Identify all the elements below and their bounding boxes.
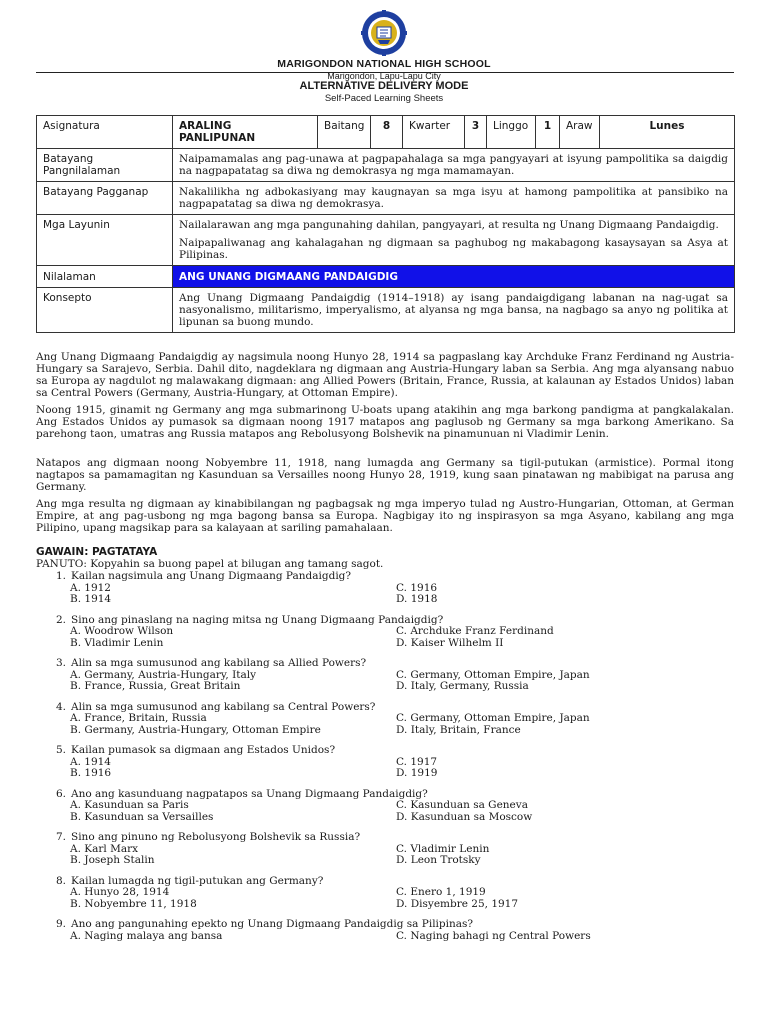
lesson-info-table [36, 115, 735, 333]
choice-c: C. Archduke Franz Ferdinand [396, 625, 554, 637]
araw-value: Lunes [600, 116, 735, 149]
objectives-cell [173, 215, 735, 266]
choice-c: C. 1916 [396, 581, 438, 594]
question-number: 5. [55, 744, 66, 756]
choice-d: D. Kaiser Wilhelm II [396, 636, 504, 649]
question-item [36, 832, 734, 867]
info-row [37, 266, 735, 288]
activity-section [36, 547, 734, 942]
choice-d: D. Disyembre 25, 1917 [396, 897, 519, 910]
choice-b: B. Germany, Austria-Hungary, Ottoman Empire [70, 723, 321, 736]
info-row [37, 149, 735, 182]
choice-b: B. 1914 [70, 593, 112, 605]
row-label: Nilalaman [37, 266, 173, 288]
question-text: Alin sa mga sumusunod ang kabilang sa Allied Powers? [71, 657, 367, 669]
choice-d: D. 1919 [396, 767, 438, 779]
choice-b: B. France, Russia, Great Britain [70, 680, 241, 692]
choice-d: D. Leon Trotsky [396, 854, 481, 866]
info-row [37, 182, 735, 215]
header-divider [36, 72, 734, 73]
question-item [36, 876, 734, 911]
lesson-paragraph: Natapos ang digmaan noong Nobyembre 11, 1918, nang lumagda ang Germany sa tigil-putukan (armistice). Pormal itong nagtapos sa pamamagitan ng Kasunduan sa Versailles noong Hunyo 28, 1919, kung saan pinatawan ng mabibigat na parusa ang Germany. [36, 457, 734, 493]
document-header [0, 10, 768, 81]
baitang-label: Baitang [318, 116, 371, 149]
info-row [37, 288, 735, 333]
question-item [36, 702, 734, 737]
choice-b: B. Joseph Stalin [70, 854, 155, 866]
choice-a: A. Karl Marx [70, 842, 139, 855]
choice-a: A. 1912 [70, 581, 111, 594]
choice-a: A. France, Britain, Russia [70, 712, 207, 724]
question-text: Kailan pumasok sa digmaan ang Estados Unidos? [71, 744, 336, 756]
meta-row [37, 116, 735, 149]
question-item [36, 658, 734, 693]
row-text: Naipamamalas ang pag-unawa at pagpapahalaga sa mga pangyayari at isyung pampolitika sa daigdig na nagpapatatag sa diwa ng demokrasya ng mga mamamayan. [173, 149, 735, 182]
row-text: Ang Unang Digmaang Pandaigdig (1914–1918) ay isang pandaigdigang labanan na nag-ugat sa nasyonalismo, militarismo, imperyalismo, at alyansa ng mga bansa, na nagbago sa anyo ng politika at lipunan sa buong mundo. [173, 288, 735, 333]
question-text: Ano ang pangunahing epekto ng Unang Digmaang Pandaigdig sa Pilipinas? [71, 918, 474, 930]
choice-c: C. Kasunduan sa Geneva [396, 799, 528, 811]
lesson-paragraph: Ang Unang Digmaang Pandaigdig ay nagsimula noong Hunyo 28, 1914 sa pagpaslang kay Archduke Franz Ferdinand ng Austria-Hungary sa Sarajevo, Serbia. Dahil dito, nagdeklara ng digmaan ang Austria-Hungary laban sa Serbia. Ang mga alyansang nabuo sa Europa ay nagdulot ng malawakang digmaan: ang Allied Powers (Britain, France, Russia, at kalaunan ay Estados Unidos) laban sa Central Powers (Germany, Austria-Hungary, at Ottoman Empire). [36, 351, 734, 399]
row-label: Batayang Pagganap [37, 182, 173, 215]
choice-a: A. Kasunduan sa Paris [70, 799, 189, 811]
document-title: ALTERNATIVE DELIVERY MODE [299, 80, 469, 92]
choice-d: D. Kasunduan sa Moscow [396, 810, 533, 823]
choice-a: A. Naging malaya ang bansa [70, 929, 223, 942]
row-label: Batayang Pangnilalaman [37, 149, 173, 182]
school-name: MARIGONDON NATIONAL HIGH SCHOOL [277, 58, 491, 70]
row-label: Mga Layunin [37, 215, 173, 266]
kwarter-value: 3 [465, 116, 487, 149]
asignatura-value: ARALING PANLIPUNAN [173, 116, 318, 149]
linggo-label: Linggo [487, 116, 536, 149]
activity-instruction: PANUTO: Kopyahin sa buong papel at bilugan ang tamang sagot. [36, 557, 384, 570]
choice-b: B. Nobyembre 11, 1918 [70, 897, 197, 910]
question-text: Ano ang kasunduang nagpatapos sa Unang Digmaang Pandaigdig? [71, 787, 428, 800]
school-seal-icon [361, 10, 407, 56]
question-number: 2. [55, 613, 66, 626]
choice-c: C. Naging bahagi ng Central Powers [396, 929, 591, 942]
row-label: Konsepto [37, 288, 173, 333]
question-item [36, 745, 734, 780]
question-number: 3. [55, 657, 66, 669]
question-number: 4. [55, 700, 66, 713]
question-number: 9. [55, 918, 66, 930]
objective-text: Naipapaliwanag ang kahalagahan ng digmaan sa paghubog ng makabagong kasaysayan sa Asya at Pilipinas. [179, 237, 728, 261]
lesson-paragraph: Noong 1915, ginamit ng Germany ang mga submarinong U-boats upang atakihin ang mga barkong pandigma at pangkalakalan. Ang Estados Unidos ay pumasok sa digmaan noong 1917 matapos ang paglusob ng Germany sa mga barkong Amerikano. Sa parehong taon, umatras ang Russia matapos ang Rebolusyong Bolshevik na pinamunuan ni Vladimir Lenin. [36, 404, 734, 440]
choice-c: C. Germany, Ottoman Empire, Japan [396, 668, 590, 681]
question-number: 1. [55, 570, 66, 582]
question-number: 7. [55, 831, 66, 843]
question-text: Sino ang pinuno ng Rebolusyong Bolshevik sa Russia? [71, 831, 361, 843]
kwarter-label: Kwarter [403, 116, 465, 149]
choice-b: B. 1916 [70, 767, 112, 779]
question-text: Kailan nagsimula ang Unang Digmaang Pandaigdig? [71, 570, 352, 582]
question-number: 6. [55, 787, 66, 800]
choice-c: C. Vladimir Lenin [396, 842, 490, 855]
choice-a: A. Woodrow Wilson [70, 625, 174, 637]
choice-d: D. 1918 [396, 593, 438, 605]
question-item [36, 571, 734, 606]
question-number: 8. [55, 874, 66, 887]
question-text: Kailan lumagda ng tigil-putukan ang Germany? [71, 874, 324, 887]
linggo-value: 1 [536, 116, 560, 149]
question-item [36, 789, 734, 824]
content-banner: ANG UNANG DIGMAANG PANDAIGDIG [173, 266, 735, 288]
choice-b: B. Kasunduan sa Versailles [70, 810, 214, 823]
choice-a: A. 1914 [70, 755, 111, 768]
document-subtitle: Self-Paced Learning Sheets [324, 93, 444, 104]
baitang-value: 8 [371, 116, 403, 149]
choice-d: D. Italy, Britain, France [396, 723, 521, 736]
row-text: Nakalilikha ng adbokasiyang may kaugnayan sa mga isyu at hamong pampolitika at pansibiko na nagpapatatag sa diwa ng demokrasya. [173, 182, 735, 215]
choice-a: A. Hunyo 28, 1914 [70, 886, 170, 898]
choice-b: B. Vladimir Lenin [70, 636, 164, 649]
choice-c: C. Enero 1, 1919 [396, 886, 486, 898]
choice-c: C. Germany, Ottoman Empire, Japan [396, 712, 590, 724]
choice-a: A. Germany, Austria-Hungary, Italy [70, 668, 257, 681]
question-text: Alin sa mga sumusunod ang kabilang sa Central Powers? [71, 700, 376, 713]
lesson-paragraph: Ang mga resulta ng digmaan ay kinabibilangan ng pagbagsak ng mga imperyo tulad ng Austro-Hungarian, Ottoman, at German Empire, at ang pag-usbong ng mga bagong bansa sa Europa. Nagbigay ito ng inspirasyon sa mga Asyano, kabilang ang mga Pilipino, upang magsikap para sa kalayaan at sariling pamahalaan. [36, 498, 734, 534]
info-row [37, 215, 735, 266]
activity-title: GAWAIN: PAGTATAYA [36, 546, 158, 558]
question-text: Sino ang pinaslang na naging mitsa ng Unang Digmaang Pandaigdig? [71, 613, 444, 626]
asignatura-label: Asignatura [37, 116, 173, 149]
choice-c: C. 1917 [396, 755, 438, 768]
question-item [36, 615, 734, 650]
question-item [36, 919, 734, 942]
objective-text: Nailalarawan ang mga pangunahing dahilan, pangyayari, at resulta ng Unang Digmaang Pandaigdig. [179, 219, 719, 231]
araw-label: Araw [560, 116, 600, 149]
choice-d: D. Italy, Germany, Russia [396, 680, 529, 692]
school-address: Marigondon, Lapu-Lapu City [327, 71, 441, 81]
